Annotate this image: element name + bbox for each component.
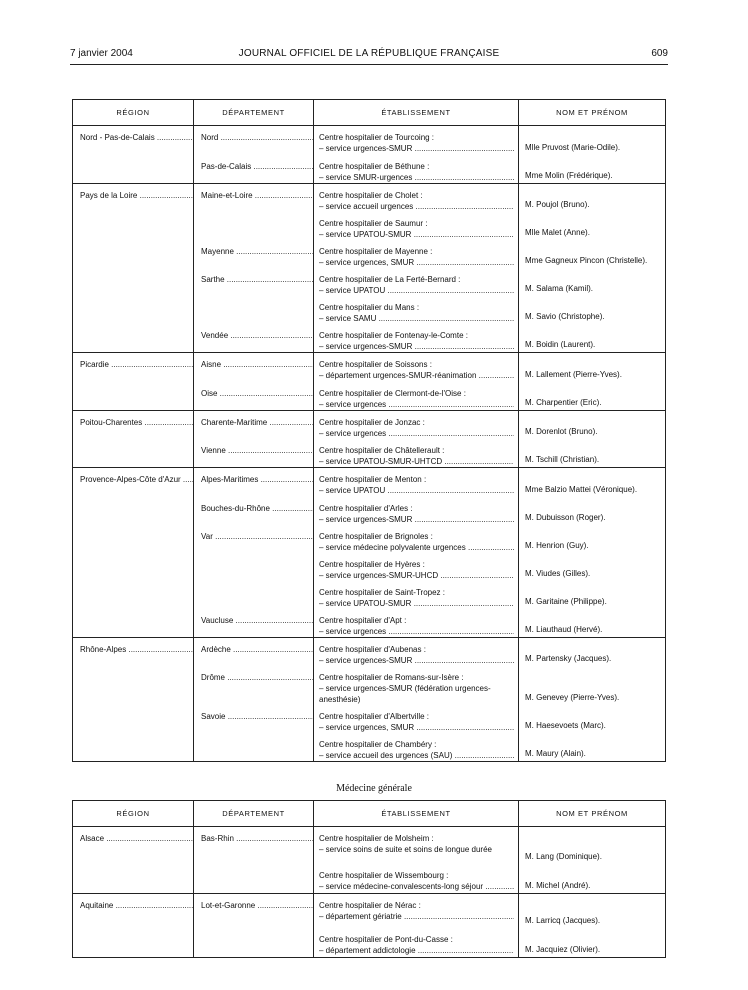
etablissement-name: Centre hospitalier de Mayenne : xyxy=(319,247,433,256)
nom-cell xyxy=(519,609,666,638)
etablissement-service: – service urgences-SMUR-UHCD ..... xyxy=(319,570,514,581)
departement-cell: Bouches-du-Rhône ..... xyxy=(194,497,314,525)
region-cell: Provence-Alpes-Côte d'Azur ..... xyxy=(73,468,194,497)
table-row xyxy=(73,864,666,894)
etablissement-cell xyxy=(314,666,519,705)
etablissement-service: – département addictologie ..... xyxy=(319,945,514,956)
departement-cell: Vendée ..... xyxy=(194,324,314,353)
nom-cell xyxy=(519,666,666,705)
departement-cell: Charente-Maritime ..... xyxy=(194,410,314,439)
departement-cell: Lot-et-Garonne ..... xyxy=(194,894,314,928)
etablissement-service: – service UPATOU-SMUR ..... xyxy=(319,598,514,609)
table-row xyxy=(73,155,666,184)
etablissement-name: Centre hospitalier de Béthune : xyxy=(319,161,430,171)
etablissement-service: – service urgences ..... xyxy=(319,626,514,637)
etablissement-cell xyxy=(314,733,519,762)
etablissement-cell xyxy=(314,240,519,268)
person-name: M. Liauthaud (Hervé). xyxy=(525,624,603,634)
etablissement-service: – service urgences-SMUR ..... xyxy=(319,655,514,666)
etablissement-cell xyxy=(314,705,519,733)
etablissement-cell xyxy=(314,581,519,609)
etablissement-name: Centre hospitalier de Clermont-de-l'Oise : xyxy=(319,388,466,398)
departement-cell: Drôme ..... xyxy=(194,666,314,705)
person-name: M. Michel (André). xyxy=(525,881,591,890)
nom-cell xyxy=(519,637,666,666)
etablissement-name: Centre hospitalier de Nérac : xyxy=(319,901,421,910)
region-cell xyxy=(73,324,194,353)
section-title: Médecine générale xyxy=(336,783,412,794)
table-row xyxy=(73,637,666,666)
departement-cell: Nord ..... xyxy=(194,126,314,155)
region-cell: Picardie ..... xyxy=(73,353,194,382)
person-name: Mme Gagneux Pincon (Christelle). xyxy=(525,256,648,265)
nom-cell xyxy=(519,126,666,155)
col-header-nom: NOM ET PRÉNOM xyxy=(519,801,666,827)
etablissement-service: – service accueil urgences ..... xyxy=(319,201,514,212)
departement-cell xyxy=(194,581,314,609)
etablissement-cell xyxy=(314,324,519,353)
departement-cell: Bas-Rhin ..... xyxy=(194,827,314,864)
departement-cell: Maine-et-Loire ..... xyxy=(194,183,314,212)
etablissement-cell xyxy=(314,827,519,864)
region-cell xyxy=(73,382,194,411)
person-name: M. Savio (Christophe). xyxy=(525,312,605,321)
region-group xyxy=(73,637,666,762)
table-row xyxy=(73,353,666,382)
etablissement-service: – service urgences ..... xyxy=(319,399,514,410)
etablissement-name: Centre hospitalier de Châtellerault : xyxy=(319,446,445,455)
departement-cell xyxy=(194,864,314,894)
etablissement-name: Centre hospitalier de Saint-Tropez : xyxy=(319,587,445,597)
person-name: Mlle Pruvost (Marie-Odile). xyxy=(525,142,621,152)
person-name: M. Jacquiez (Olivier). xyxy=(525,945,601,954)
region-cell xyxy=(73,609,194,638)
departement-cell: Sarthe ..... xyxy=(194,268,314,296)
nom-cell xyxy=(519,155,666,184)
nom-cell xyxy=(519,382,666,411)
table-row xyxy=(73,666,666,705)
region-cell xyxy=(73,268,194,296)
etablissement-cell xyxy=(314,296,519,324)
person-name: M. Boidin (Laurent). xyxy=(525,340,596,349)
etablissement-name: Centre hospitalier de Saumur : xyxy=(319,219,428,228)
region-cell xyxy=(73,581,194,609)
nom-cell xyxy=(519,268,666,296)
etablissement-cell xyxy=(314,183,519,212)
col-header-departement: DÉPARTEMENT xyxy=(194,801,314,827)
table-row xyxy=(73,581,666,609)
person-name: M. Viudes (Gilles). xyxy=(525,568,591,578)
table-row xyxy=(73,212,666,240)
person-name: M. Dubuisson (Roger). xyxy=(525,512,606,522)
departement-cell xyxy=(194,928,314,958)
journal-title: JOURNAL OFFICIEL DE LA RÉPUBLIQUE FRANÇAISE xyxy=(238,48,500,59)
person-name: M. Henrion (Guy). xyxy=(525,540,589,550)
etablissement-service: – département gériatrie ..... xyxy=(319,911,514,922)
etablissement-service: – service urgences ..... xyxy=(319,428,514,439)
etablissement-name: Centre hospitalier de La Ferté-Bernard : xyxy=(319,275,461,284)
departement-cell: Pas-de-Calais ..... xyxy=(194,155,314,184)
etablissement-service: – service médecine-convalescents-long séjour ..... xyxy=(319,881,514,892)
person-name: M. Lang (Dominique). xyxy=(525,851,602,861)
etablissement-service: – service urgences-SMUR ..... xyxy=(319,143,514,154)
etablissement-cell xyxy=(314,439,519,468)
region-group xyxy=(73,827,666,894)
person-name: M. Garitaine (Philippe). xyxy=(525,596,607,606)
nom-cell xyxy=(519,525,666,553)
nom-cell xyxy=(519,353,666,382)
etablissement-cell xyxy=(314,497,519,525)
etablissement-service: – service urgences-SMUR ..... xyxy=(319,341,514,352)
etablissement-cell xyxy=(314,410,519,439)
etablissement-service: – service urgences, SMUR ..... xyxy=(319,257,514,268)
table-row xyxy=(73,268,666,296)
etablissement-service: – service UPATOU ..... xyxy=(319,485,514,496)
etablissement-name: Centre hospitalier de Tourcoing : xyxy=(319,133,435,142)
region-cell: Pays de la Loire ..... xyxy=(73,183,194,212)
table-row xyxy=(73,705,666,733)
region-cell xyxy=(73,296,194,324)
nom-cell xyxy=(519,439,666,468)
nom-cell xyxy=(519,581,666,609)
etablissement-name: Centre hospitalier de Menton : xyxy=(319,475,427,484)
etablissement-name: Centre hospitalier d'Albertville : xyxy=(319,712,430,721)
nom-cell xyxy=(519,864,666,894)
table-row xyxy=(73,410,666,439)
etablissement-name: Centre hospitalier de Jonzac : xyxy=(319,417,425,427)
etablissement-name: Centre hospitalier de Fontenay-le-Comte : xyxy=(319,331,468,340)
etablissement-name: Centre hospitalier du Mans : xyxy=(319,303,420,312)
region-cell xyxy=(73,525,194,553)
etablissement-name: Centre hospitalier de Hyères : xyxy=(319,559,425,569)
etablissement-service: – service UPATOU ..... xyxy=(319,285,514,296)
region-group xyxy=(73,126,666,184)
region-cell: Rhône-Alpes ..... xyxy=(73,637,194,666)
etablissement-service: – service urgences, SMUR ..... xyxy=(319,722,514,733)
person-name: Mme Balzio Mattei (Véronique). xyxy=(525,484,638,494)
table-row xyxy=(73,324,666,353)
etablissement-service: – service UPATOU-SMUR ..... xyxy=(319,229,514,240)
col-header-nom: NOM ET PRÉNOM xyxy=(519,100,666,126)
person-name: M. Larricq (Jacques). xyxy=(525,915,601,925)
person-name: Mme Molin (Frédérique). xyxy=(525,170,613,180)
region-cell xyxy=(73,553,194,581)
col-header-etablissement: ÉTABLISSEMENT xyxy=(314,100,519,126)
person-name: M. Partensky (Jacques). xyxy=(525,654,612,663)
table-row xyxy=(73,439,666,468)
etablissement-service: – service SAMU ..... xyxy=(319,313,514,324)
etablissement-cell xyxy=(314,553,519,581)
col-header-departement: DÉPARTEMENT xyxy=(194,100,314,126)
col-header-region: RÉGION xyxy=(73,100,194,126)
departement-cell: Alpes-Maritimes ..... xyxy=(194,468,314,497)
region-cell: Aquitaine ..... xyxy=(73,894,194,928)
etablissement-cell xyxy=(314,468,519,497)
etablissement-cell xyxy=(314,894,519,928)
departement-cell: Vaucluse ..... xyxy=(194,609,314,638)
etablissement-service: – service urgences-SMUR (fédération urgences-anesthésie) xyxy=(319,684,491,704)
etablissement-cell xyxy=(314,928,519,958)
departement-cell: Ardèche ..... xyxy=(194,637,314,666)
person-name: M. Charpentier (Eric). xyxy=(525,397,602,407)
departement-cell: Savoie ..... xyxy=(194,705,314,733)
header-rule xyxy=(70,64,668,65)
etablissement-service: – service médecine polyvalente urgences ..... xyxy=(319,542,514,553)
region-cell xyxy=(73,864,194,894)
nom-cell xyxy=(519,324,666,353)
nom-cell xyxy=(519,296,666,324)
table-row xyxy=(73,894,666,928)
etablissement-cell xyxy=(314,382,519,411)
nom-cell xyxy=(519,894,666,928)
etablissement-service: – service SMUR-urgences ..... xyxy=(319,172,514,183)
region-cell xyxy=(73,212,194,240)
urgences-table xyxy=(72,99,666,762)
departement-cell xyxy=(194,296,314,324)
table-row xyxy=(73,553,666,581)
departement-cell: Aisne ..... xyxy=(194,353,314,382)
etablissement-name: Centre hospitalier d'Apt : xyxy=(319,615,407,625)
nom-cell xyxy=(519,928,666,958)
table-row xyxy=(73,126,666,155)
person-name: M. Tschill (Christian). xyxy=(525,455,600,464)
table-row xyxy=(73,497,666,525)
page-number: 609 xyxy=(651,48,668,59)
region-group xyxy=(73,353,666,411)
etablissement-cell xyxy=(314,155,519,184)
region-group xyxy=(73,410,666,468)
nom-cell xyxy=(519,497,666,525)
table-row xyxy=(73,183,666,212)
nom-cell xyxy=(519,827,666,864)
departement-cell xyxy=(194,553,314,581)
etablissement-cell xyxy=(314,353,519,382)
nom-cell xyxy=(519,553,666,581)
nom-cell xyxy=(519,183,666,212)
etablissement-service: – service urgences-SMUR ..... xyxy=(319,514,514,525)
departement-cell: Oise ..... xyxy=(194,382,314,411)
page-header xyxy=(70,48,668,62)
table-row xyxy=(73,733,666,762)
region-cell: Nord - Pas-de-Calais ..... xyxy=(73,126,194,155)
departement-cell: Mayenne ..... xyxy=(194,240,314,268)
etablissement-name: Centre hospitalier de Wissembourg : xyxy=(319,870,449,880)
table-row xyxy=(73,928,666,958)
departement-cell: Var ..... xyxy=(194,525,314,553)
etablissement-name: Centre hospitalier d'Arles : xyxy=(319,503,413,513)
medecine-generale-table xyxy=(72,800,666,958)
region-cell: Poitou-Charentes ..... xyxy=(73,410,194,439)
etablissement-service: – service UPATOU-SMUR-UHTCD ..... xyxy=(319,456,514,467)
region-cell xyxy=(73,666,194,705)
table-row xyxy=(73,240,666,268)
etablissement-name: Centre hospitalier de Chambéry : xyxy=(319,740,437,749)
etablissement-cell xyxy=(314,126,519,155)
departement-cell: Vienne ..... xyxy=(194,439,314,468)
person-name: M. Haesevoets (Marc). xyxy=(525,721,606,730)
region-cell xyxy=(73,733,194,762)
col-header-etablissement: ÉTABLISSEMENT xyxy=(314,801,519,827)
etablissement-name: Centre hospitalier de Brignoles : xyxy=(319,531,433,541)
region-cell xyxy=(73,155,194,184)
table-row xyxy=(73,468,666,497)
person-name: M. Dorenlot (Bruno). xyxy=(525,427,598,436)
person-name: M. Genevey (Pierre-Yves). xyxy=(525,693,620,702)
person-name: M. Lallement (Pierre-Yves). xyxy=(525,369,622,379)
etablissement-service: – département urgences-SMUR-réanimation ..... xyxy=(319,370,514,381)
table-row xyxy=(73,525,666,553)
person-name: M. Salama (Kamil). xyxy=(525,284,594,293)
table-row xyxy=(73,382,666,411)
etablissement-service: – service soins de suite et soins de longue durée xyxy=(319,845,492,854)
etablissement-name: Centre hospitalier de Romans-sur-Isère : xyxy=(319,673,464,682)
nom-cell xyxy=(519,240,666,268)
person-name: M. Poujol (Bruno). xyxy=(525,200,590,209)
etablissement-cell xyxy=(314,268,519,296)
etablissement-name: Centre hospitalier de Molsheim : xyxy=(319,834,434,843)
nom-cell xyxy=(519,705,666,733)
departement-cell xyxy=(194,212,314,240)
table-row xyxy=(73,609,666,638)
nom-cell xyxy=(519,410,666,439)
person-name: M. Maury (Alain). xyxy=(525,749,586,758)
nom-cell xyxy=(519,468,666,497)
nom-cell xyxy=(519,212,666,240)
person-name: Mlle Malet (Anne). xyxy=(525,228,590,237)
etablissement-name: Centre hospitalier de Soissons : xyxy=(319,360,432,369)
departement-cell xyxy=(194,733,314,762)
etablissement-cell xyxy=(314,212,519,240)
region-cell xyxy=(73,240,194,268)
etablissement-cell xyxy=(314,609,519,638)
region-cell xyxy=(73,439,194,468)
region-group xyxy=(73,894,666,958)
col-header-region: RÉGION xyxy=(73,801,194,827)
region-cell xyxy=(73,705,194,733)
etablissement-cell xyxy=(314,637,519,666)
etablissement-service: – service accueil des urgences (SAU) ..... xyxy=(319,750,514,761)
etablissement-name: Centre hospitalier de Cholet : xyxy=(319,190,423,200)
nom-cell xyxy=(519,733,666,762)
table-row xyxy=(73,296,666,324)
etablissement-cell xyxy=(314,525,519,553)
table-row xyxy=(73,827,666,864)
etablissement-name: Centre hospitalier de Pont-du-Casse : xyxy=(319,934,453,944)
etablissement-name: Centre hospitalier d'Aubenas : xyxy=(319,644,426,654)
region-cell: Alsace ..... xyxy=(73,827,194,864)
region-cell xyxy=(73,928,194,958)
etablissement-cell xyxy=(314,864,519,894)
region-cell xyxy=(73,497,194,525)
region-group xyxy=(73,183,666,353)
region-group xyxy=(73,468,666,638)
issue-date: 7 janvier 2004 xyxy=(70,48,133,59)
